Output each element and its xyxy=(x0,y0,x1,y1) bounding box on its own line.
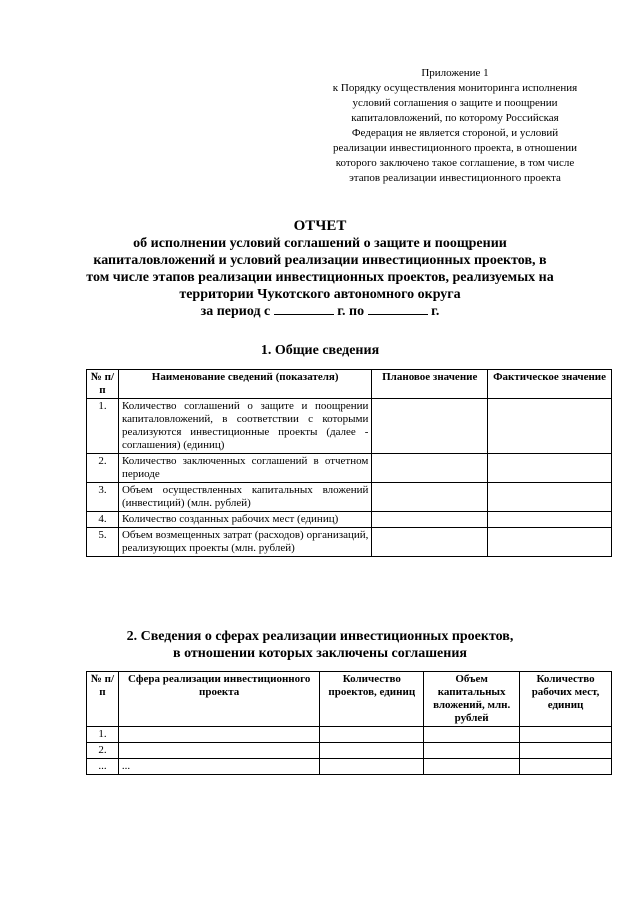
table-row xyxy=(87,483,612,512)
header-name: Наименование сведений (показателя) xyxy=(118,370,371,399)
section1-title: 1. Общие сведения xyxy=(260,343,380,358)
projects-count-cell[interactable] xyxy=(320,727,424,743)
investment-volume-cell[interactable] xyxy=(424,743,520,759)
actual-value-cell[interactable] xyxy=(488,528,612,557)
planned-value-cell[interactable] xyxy=(372,483,488,512)
period-end-blank[interactable] xyxy=(368,304,428,315)
header-actual: Фактическое значение xyxy=(488,370,612,399)
jobs-count-cell[interactable] xyxy=(520,727,612,743)
planned-value-cell[interactable] xyxy=(372,399,488,454)
table-row xyxy=(87,399,612,454)
header-sphere: Сфера реализации инвестиционного проекта xyxy=(118,672,319,727)
report-title xyxy=(60,218,580,320)
row-num: 4. xyxy=(87,512,119,528)
row-name: Объем возмещенных затрат (расходов) организаций, реализующих проекты (млн. рублей) xyxy=(118,528,371,557)
header-jobs-count: Количество рабочих мест, единиц xyxy=(520,672,612,727)
row-name: Объем осуществленных капитальных вложений (инвестиций) (млн. рублей) xyxy=(118,483,371,512)
report-title-main: ОТЧЕТ xyxy=(293,218,347,234)
actual-value-cell[interactable] xyxy=(488,512,612,528)
sphere-cell[interactable]: ... xyxy=(118,759,319,775)
sphere-cell[interactable] xyxy=(118,727,319,743)
row-num: 1. xyxy=(87,727,119,743)
row-name: Количество созданных рабочих мест (единиц) xyxy=(118,512,371,528)
row-num: 3. xyxy=(87,483,119,512)
period-start-blank[interactable] xyxy=(274,304,334,315)
projects-count-cell[interactable] xyxy=(320,743,424,759)
report-title-line: капиталовложений и условий реализации инвестиционных проектов, в xyxy=(93,253,547,268)
header-planned: Плановое значение xyxy=(372,370,488,399)
report-title-line: территории Чукотского автономного округа xyxy=(179,287,461,302)
section2-title-line: 2. Сведения о сферах реализации инвестиционных проектов, xyxy=(126,629,514,644)
report-title-line: об исполнении условий соглашений о защите и поощрении xyxy=(133,236,507,251)
investment-volume-cell[interactable] xyxy=(424,727,520,743)
investment-spheres-table xyxy=(86,671,612,775)
row-num: 2. xyxy=(87,743,119,759)
row-name: Количество соглашений о защите и поощрении капиталовложений, в соответствии с которыми реализуются инвестиционные проекты (далее - соглашения) (единиц) xyxy=(118,399,371,454)
actual-value-cell[interactable] xyxy=(488,483,612,512)
table-header-row xyxy=(87,672,612,727)
row-num: ... xyxy=(87,759,119,775)
period-prefix: за период с xyxy=(200,304,271,319)
row-num: 1. xyxy=(87,399,119,454)
period-mid: г. по xyxy=(337,304,365,319)
header-investment-volume: Объем капитальных вложений, млн. рублей xyxy=(424,672,520,727)
jobs-count-cell[interactable] xyxy=(520,743,612,759)
report-title-line: том числе этапов реализации инвестиционных проектов, реализуемых на xyxy=(86,270,554,285)
sphere-cell[interactable] xyxy=(118,743,319,759)
jobs-count-cell[interactable] xyxy=(520,759,612,775)
general-info-table xyxy=(86,369,612,557)
header-num: № п/п xyxy=(87,370,119,399)
annex-line: условий соглашения о защите и поощрении xyxy=(352,97,558,109)
header-projects-count: Количество проектов, единиц xyxy=(320,672,424,727)
table-row xyxy=(87,528,612,557)
section2-title xyxy=(60,628,580,662)
table-row xyxy=(87,759,612,775)
actual-value-cell[interactable] xyxy=(488,454,612,483)
table-row xyxy=(87,727,612,743)
section2-title-line: в отношении которых заключены соглашения xyxy=(173,646,467,661)
planned-value-cell[interactable] xyxy=(372,454,488,483)
annex-line: реализации инвестиционного проекта, в отношении xyxy=(332,142,578,154)
header-num: № п/п xyxy=(87,672,119,727)
table-header-row xyxy=(87,370,612,399)
annex-line: этапов реализации инвестиционного проекта xyxy=(349,172,561,184)
actual-value-cell[interactable] xyxy=(488,399,612,454)
period-suffix: г. xyxy=(431,304,440,319)
projects-count-cell[interactable] xyxy=(320,759,424,775)
row-num: 2. xyxy=(87,454,119,483)
table-row xyxy=(87,512,612,528)
investment-volume-cell[interactable] xyxy=(424,759,520,775)
table-row xyxy=(87,454,612,483)
annex-line: капиталовложений, по которому Российская xyxy=(351,112,559,124)
annex-line: которого заключено такое соглашение, в том числе xyxy=(335,157,575,169)
report-period xyxy=(60,303,580,320)
row-num: 5. xyxy=(87,528,119,557)
annex-line: Приложение 1 xyxy=(421,67,489,79)
planned-value-cell[interactable] xyxy=(372,512,488,528)
table-row xyxy=(87,743,612,759)
annex-line: к Порядку осуществления мониторинга исполнения xyxy=(332,82,578,94)
annex-note xyxy=(300,66,610,186)
annex-line: Федерация не является стороной, и условий xyxy=(351,127,559,139)
planned-value-cell[interactable] xyxy=(372,528,488,557)
row-name: Количество заключенных соглашений в отчетном периоде xyxy=(118,454,371,483)
